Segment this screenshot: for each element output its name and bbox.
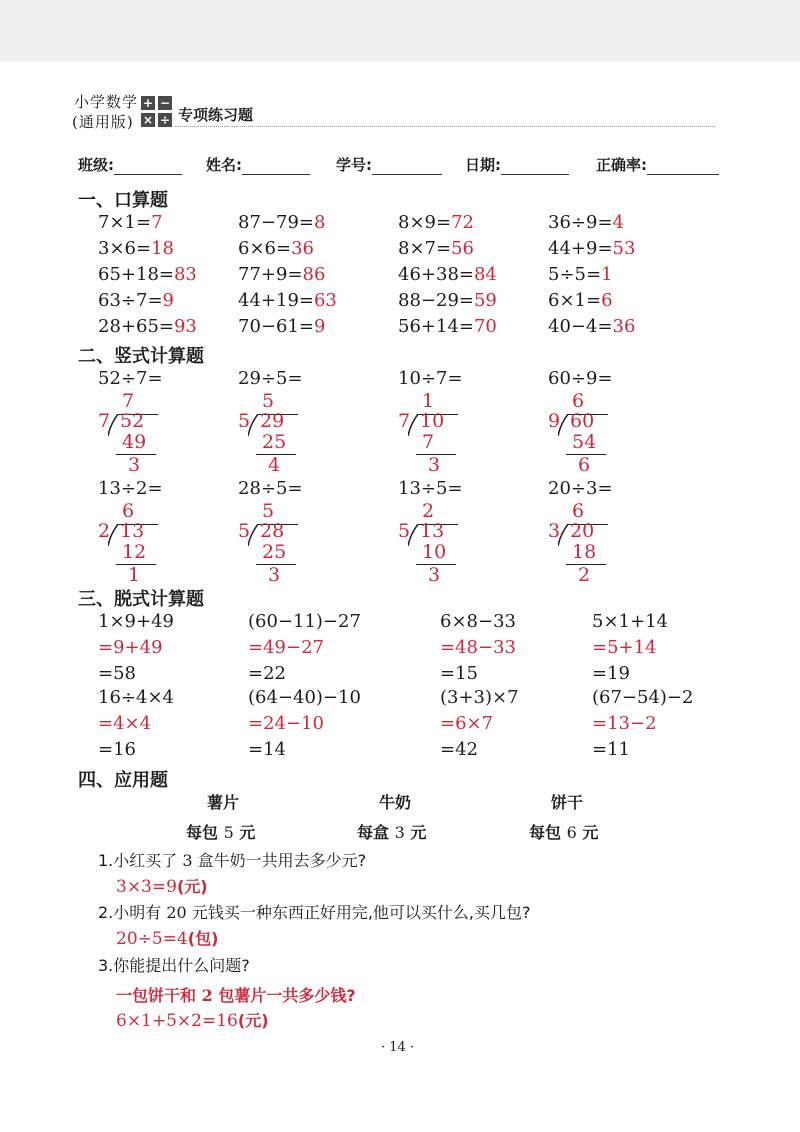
oral-calc-answer: 70 xyxy=(473,316,497,337)
oral-calc-item xyxy=(238,290,337,311)
oral-calc-item xyxy=(398,290,497,311)
oral-calc-answer: 36 xyxy=(291,238,314,259)
step-calc-step2: =19 xyxy=(592,663,630,684)
divisor: 7 xyxy=(98,410,111,432)
oral-calc-question: 5÷5= xyxy=(548,264,602,285)
quotient: 5 xyxy=(262,500,275,522)
oral-calc-question: 3×6= xyxy=(98,238,152,259)
oral-calc-question: 6×1= xyxy=(548,290,602,311)
step-calc-step2: =22 xyxy=(248,663,286,684)
oral-calc-answer: 4 xyxy=(612,212,624,233)
step-calc-expression: 1×9+49 xyxy=(98,611,174,632)
oral-calc-answer: 72 xyxy=(451,212,474,233)
oral-calc-question: 63÷7= xyxy=(98,290,163,311)
step-calc-step1: =5+14 xyxy=(592,637,657,658)
question-3: 3.你能提出什么问题? xyxy=(98,956,250,975)
quotient: 2 xyxy=(422,500,435,522)
oral-calc-question: 46+38= xyxy=(398,264,474,285)
oral-calc-question: 7×1= xyxy=(98,212,152,233)
product: 25 xyxy=(262,541,287,563)
oral-calc-question: 8×7= xyxy=(398,238,452,259)
long-division xyxy=(548,390,638,480)
oral-calc-answer: 6 xyxy=(601,290,613,311)
oral-calc-item xyxy=(398,212,474,233)
top-shade xyxy=(0,0,800,62)
step-calc-step2: =14 xyxy=(248,739,286,760)
product: 25 xyxy=(262,431,287,453)
dividend: 20 xyxy=(570,520,595,542)
step-calc-step1: =6×7 xyxy=(440,713,494,734)
oral-calc-item xyxy=(98,264,197,285)
step-calc-expression: (3+3)×7 xyxy=(440,687,519,708)
oral-calc-item xyxy=(238,212,325,233)
long-division xyxy=(98,500,188,590)
division-bracket xyxy=(558,524,570,546)
dividend: 60 xyxy=(570,410,595,432)
divisor: 5 xyxy=(238,410,251,432)
division-prompt: 13÷5= xyxy=(398,478,463,499)
oral-calc-answer: 1 xyxy=(601,264,613,285)
division-prompt: 60÷9= xyxy=(548,368,613,389)
remainder: 1 xyxy=(128,564,141,586)
item-price-biscuit: 每包 6 元 xyxy=(529,823,599,842)
step-calc-expression: (67−54)−2 xyxy=(592,687,694,708)
division-prompt: 10÷7= xyxy=(398,368,463,389)
division-prompt: 52÷7= xyxy=(98,368,163,389)
oral-calc-answer: 56 xyxy=(451,238,474,259)
remainder: 3 xyxy=(428,454,441,476)
division-bracket xyxy=(248,524,260,546)
oral-calc-answer: 18 xyxy=(151,238,174,259)
section3-title: 三、脱式计算题 xyxy=(78,589,204,610)
quotient: 6 xyxy=(572,500,585,522)
step-calc-step1: =24−10 xyxy=(248,713,324,734)
item-name-milk: 牛奶 xyxy=(379,793,412,812)
oral-calc-item xyxy=(398,238,474,259)
info-date: 日期: xyxy=(465,154,569,175)
header-subject: 小学数学 xyxy=(74,93,139,111)
oral-calc-answer: 59 xyxy=(473,290,497,311)
divisor: 5 xyxy=(238,520,251,542)
operator-icons xyxy=(141,96,173,128)
oral-calc-item xyxy=(238,264,325,285)
dividend: 10 xyxy=(420,410,445,432)
oral-calc-answer: 86 xyxy=(302,264,326,285)
step-calc-step2: =16 xyxy=(98,739,136,760)
dividend: 13 xyxy=(420,520,445,542)
division-bracket xyxy=(408,524,420,546)
oral-calc-item xyxy=(98,212,163,233)
oral-calc-item xyxy=(98,238,174,259)
oral-calc-question: 56+14= xyxy=(398,316,474,337)
division-bracket xyxy=(108,414,120,436)
quotient: 6 xyxy=(122,500,135,522)
remainder: 3 xyxy=(268,564,281,586)
oral-calc-answer: 8 xyxy=(313,212,326,233)
division-bracket xyxy=(108,524,120,546)
step-calc-step1: =13−2 xyxy=(592,713,657,734)
oral-calc-item xyxy=(398,316,497,337)
oral-calc-question: 36÷9= xyxy=(548,212,613,233)
division-prompt: 28÷5= xyxy=(238,478,303,499)
oral-calc-question: 40−4= xyxy=(548,316,613,337)
oral-calc-question: 8×9= xyxy=(398,212,452,233)
oral-calc-item xyxy=(548,290,613,311)
oral-calc-answer: 9 xyxy=(162,290,174,311)
header-edition: (通用版) xyxy=(72,113,134,131)
divisor: 2 xyxy=(98,520,111,542)
oral-calc-item xyxy=(548,212,624,233)
divisor: 5 xyxy=(398,520,411,542)
answer-3: 6×1+5×2=16(元) xyxy=(116,1011,269,1031)
remainder: 2 xyxy=(578,564,591,586)
item-name-chips: 薯片 xyxy=(207,793,240,812)
item-price-chips: 每包 5 元 xyxy=(186,823,256,842)
division-prompt: 20÷3= xyxy=(548,478,613,499)
oral-calc-question: 77+9= xyxy=(238,264,303,285)
step-calc-expression: (64−40)−10 xyxy=(248,687,361,708)
oral-calc-item xyxy=(548,316,635,337)
step-calc-step1: =49−27 xyxy=(248,637,324,658)
step-calc-expression: 6×8−33 xyxy=(440,611,516,632)
step-calc-step2: =58 xyxy=(98,663,136,684)
info-name: 姓名: xyxy=(206,154,310,175)
oral-calc-question: 28+65= xyxy=(98,316,174,337)
step-calc-step2: =42 xyxy=(440,739,478,760)
remainder: 3 xyxy=(128,454,141,476)
oral-calc-question: 44+19= xyxy=(238,290,314,311)
oral-calc-answer: 63 xyxy=(313,290,337,311)
product: 10 xyxy=(422,541,447,563)
question-2: 2.小明有 20 元钱买一种东西正好用完,他可以买什么,买几包? xyxy=(98,903,531,922)
long-division xyxy=(548,500,638,590)
question-3-proposal: 一包饼干和 2 包薯片一共多少钱? xyxy=(116,986,356,1005)
item-price-milk: 每盒 3 元 xyxy=(357,823,427,842)
oral-calc-answer: 36 xyxy=(612,316,636,337)
oral-calc-item xyxy=(98,316,197,337)
oral-calc-answer: 53 xyxy=(612,238,636,259)
answer-1: 3×3=9(元) xyxy=(116,877,208,897)
oral-calc-question: 44+9= xyxy=(548,238,613,259)
product: 7 xyxy=(422,431,435,453)
oral-calc-answer: 84 xyxy=(473,264,497,285)
oral-calc-item xyxy=(548,264,613,285)
oral-calc-item xyxy=(238,238,314,259)
divisor: 3 xyxy=(548,520,561,542)
oral-calc-answer: 83 xyxy=(173,264,197,285)
oral-calc-question: 65+18= xyxy=(98,264,174,285)
step-calc-expression: 16÷4×4 xyxy=(98,687,174,708)
division-bracket xyxy=(558,414,570,436)
step-calc-step2: =15 xyxy=(440,663,478,684)
product: 54 xyxy=(572,431,597,453)
oral-calc-item xyxy=(238,316,325,337)
question-1: 1.小红买了 3 盒牛奶一共用去多少元? xyxy=(98,851,367,870)
remainder: 4 xyxy=(268,454,281,476)
answer-2: 20÷5=4(包) xyxy=(116,929,219,949)
divisor: 9 xyxy=(548,410,561,432)
oral-calc-question: 70−61= xyxy=(238,316,314,337)
step-calc-expression: (60−11)−27 xyxy=(248,611,361,632)
dividend: 28 xyxy=(260,520,285,542)
step-calc-step1: =9+49 xyxy=(98,637,163,658)
remainder: 6 xyxy=(578,454,591,476)
division-prompt: 29÷5= xyxy=(238,368,303,389)
plus-icon: + xyxy=(142,96,154,110)
long-division xyxy=(98,390,188,480)
quotient: 6 xyxy=(572,390,585,412)
oral-calc-question: 88−29= xyxy=(398,290,474,311)
quotient: 7 xyxy=(122,390,135,412)
oral-calc-question: 87−79= xyxy=(238,212,314,233)
dividend: 52 xyxy=(120,410,145,432)
oral-calc-item xyxy=(548,238,635,259)
dividend: 29 xyxy=(260,410,285,432)
oral-calc-answer: 7 xyxy=(151,212,163,233)
minus-icon: − xyxy=(159,96,171,110)
step-calc-expression: 5×1+14 xyxy=(592,611,668,632)
product: 12 xyxy=(122,541,147,563)
oral-calc-item xyxy=(398,264,497,285)
division-prompt: 13÷2= xyxy=(98,478,163,499)
step-calc-step1: =4×4 xyxy=(98,713,152,734)
times-icon: × xyxy=(142,113,154,127)
info-accuracy: 正确率: xyxy=(596,154,719,175)
quotient: 1 xyxy=(422,390,435,412)
oral-calc-item xyxy=(98,290,174,311)
division-bracket xyxy=(408,414,420,436)
page-number: · 14 · xyxy=(381,1040,415,1055)
long-division xyxy=(398,390,488,480)
long-division xyxy=(398,500,488,590)
section4-title: 四、应用题 xyxy=(78,770,168,791)
oral-calc-question: 6×6= xyxy=(238,238,292,259)
product: 18 xyxy=(572,541,597,563)
header-title: 专项练习题 xyxy=(178,106,254,124)
step-calc-step2: =11 xyxy=(592,739,630,760)
header-divider xyxy=(175,126,715,127)
info-class: 班级: xyxy=(78,154,182,175)
section2-title: 二、竖式计算题 xyxy=(78,346,204,367)
oral-calc-answer: 9 xyxy=(313,316,326,337)
dividend: 13 xyxy=(120,520,145,542)
division-bracket xyxy=(248,414,260,436)
divide-icon: ÷ xyxy=(159,113,171,127)
step-calc-step1: =48−33 xyxy=(440,637,516,658)
info-student-no: 学号: xyxy=(336,154,442,175)
long-division xyxy=(238,500,328,590)
long-division xyxy=(238,390,328,480)
product: 49 xyxy=(122,431,147,453)
section1-title: 一、口算题 xyxy=(78,190,168,211)
item-name-biscuit: 饼干 xyxy=(551,793,584,812)
divisor: 7 xyxy=(398,410,411,432)
quotient: 5 xyxy=(262,390,275,412)
remainder: 3 xyxy=(428,564,441,586)
oral-calc-answer: 93 xyxy=(173,316,197,337)
